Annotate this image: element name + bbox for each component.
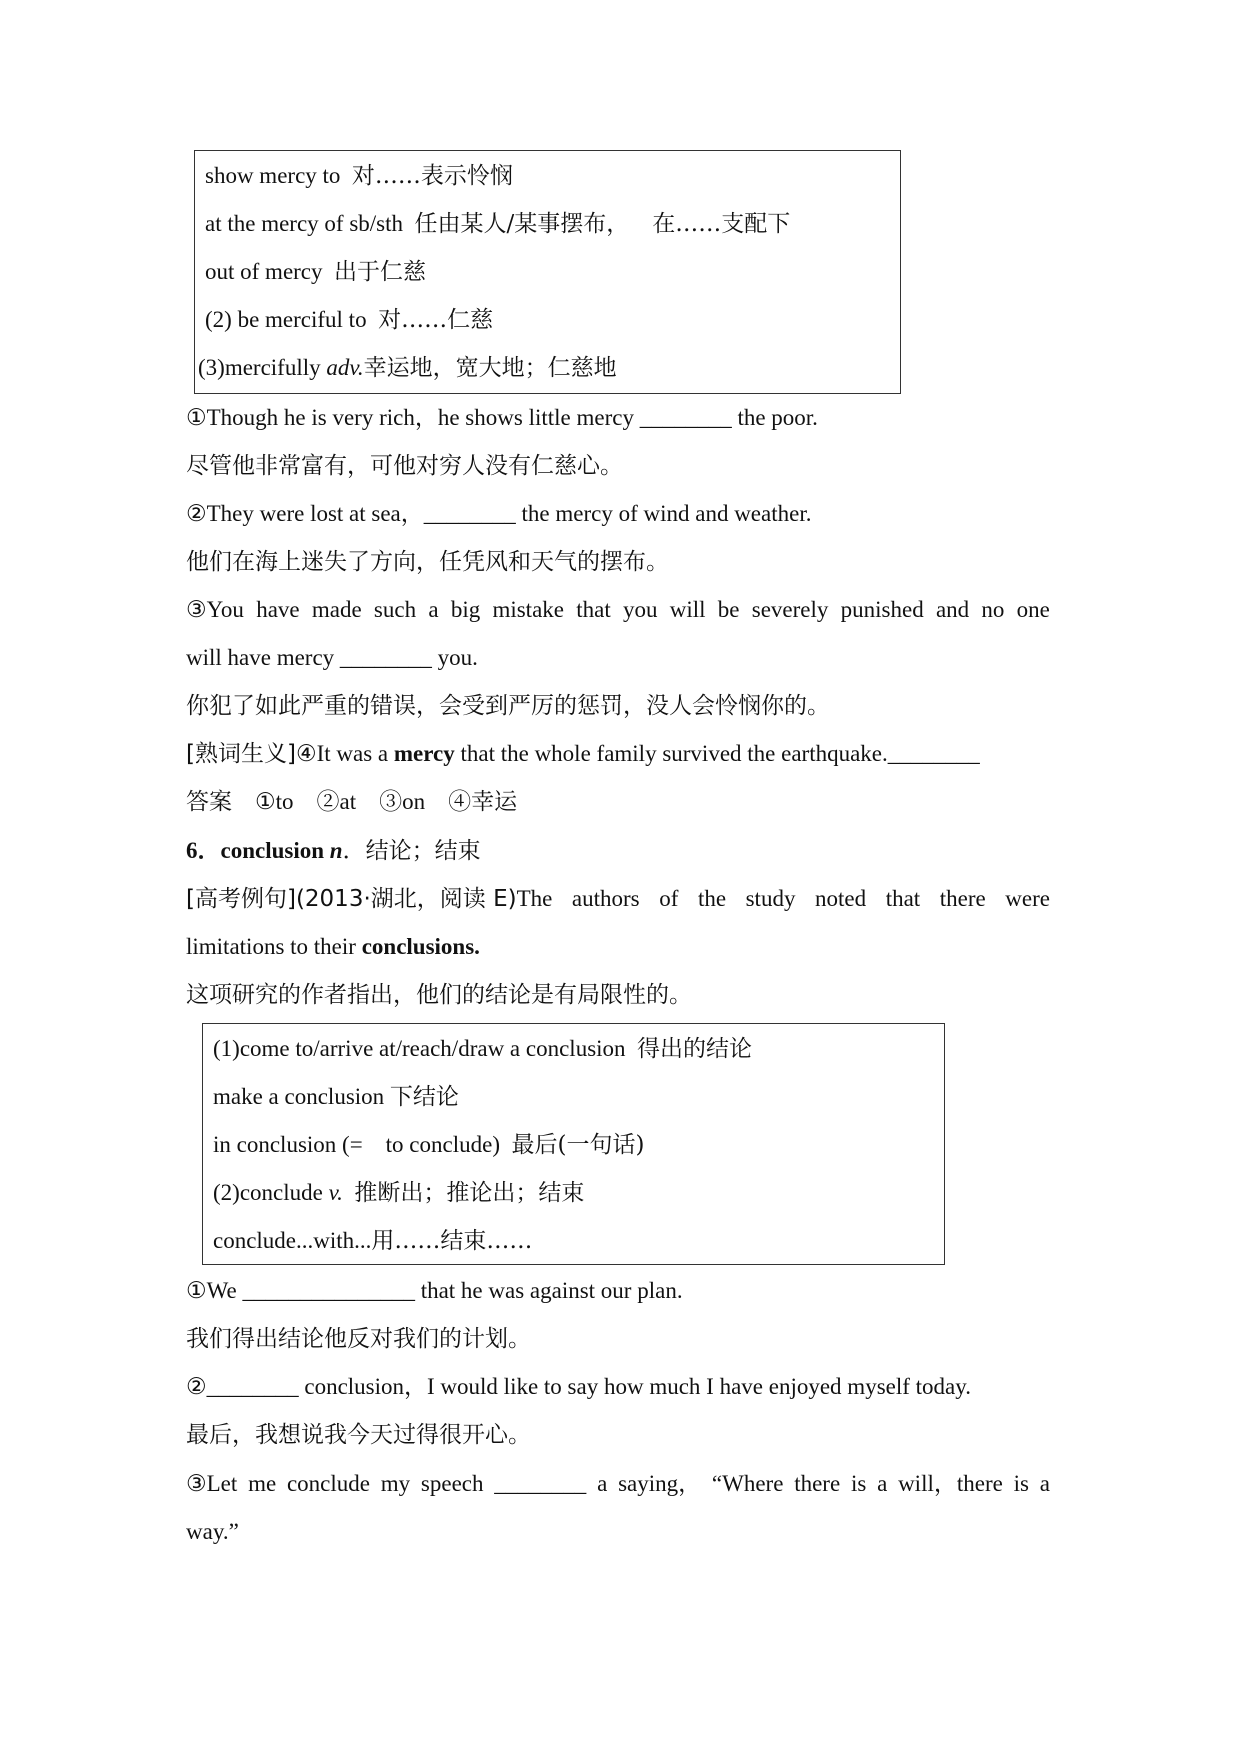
word	[186, 883, 552, 915]
box1-line-5: (3)mercifully adv.幸运地，宽大地；仁慈地	[198, 355, 617, 381]
conclusion-exercise-3-question-line-2: way.”	[186, 1519, 239, 1544]
word: you	[623, 597, 658, 622]
word: speech	[420, 1471, 484, 1496]
word: that	[885, 886, 921, 911]
word: be	[717, 597, 740, 622]
word: ________	[494, 1471, 587, 1496]
word: saying，	[618, 1471, 702, 1496]
word: mistake	[492, 597, 564, 622]
exam-example-tag: [高考例句](2013·湖北，阅读 E)	[186, 886, 517, 912]
word: big	[450, 597, 481, 622]
exercise-2-translation: 他们在海上迷失了方向，任凭风和天气的摆布。	[186, 549, 669, 575]
exercise-2-question: ②They were lost at sea，________ the mercy of wind and weather.	[186, 501, 812, 526]
section-6-example-line-2: limitations to their conclusions.	[186, 934, 480, 959]
box2-line-2: make a conclusion 下结论	[213, 1084, 459, 1110]
box1-line-3: out of mercy 出于仁慈	[205, 259, 427, 285]
word: made	[311, 597, 362, 622]
word: one	[1016, 597, 1050, 622]
word: no	[981, 597, 1005, 622]
word: The	[516, 886, 553, 911]
exercise-3-question-line-2: will have mercy ________ you.	[186, 645, 478, 670]
conclusion-exercise-2-question: ②________ conclusion，I would like to say how much I have enjoyed myself today.	[186, 1374, 972, 1399]
exercise-4-question: [熟词生义]④It was a mercy that the whole family survived the earthquake.________	[186, 741, 980, 767]
conclusion-exercise-2-translation: 最后，我想说我今天过得很开心。	[186, 1422, 531, 1448]
word: such	[373, 597, 417, 622]
word: authors	[571, 886, 640, 911]
word: conclude	[286, 1471, 370, 1496]
word: noted	[815, 886, 867, 911]
word: ③You	[186, 597, 244, 622]
word: a	[428, 597, 439, 622]
box2-line-1: (1)come to/arrive at/reach/draw a conclusion 得出的结论	[213, 1036, 753, 1062]
word: and	[935, 597, 970, 622]
box1-line-4: (2) be merciful to 对……仁慈	[205, 307, 494, 333]
answer-line	[186, 786, 517, 818]
word: there	[794, 1471, 841, 1496]
word: study	[745, 886, 796, 911]
word: of	[659, 886, 679, 911]
word: a	[877, 1471, 888, 1496]
section-6-heading: 6．conclusion n．结论；结束	[186, 838, 481, 864]
phrase-box-conclusion	[202, 1023, 945, 1265]
word: is	[850, 1471, 867, 1496]
phrase-box-mercy	[194, 150, 901, 394]
exercise-1-translation: 尽管他非常富有，可他对穷人没有仁慈心。	[186, 453, 623, 479]
exercise-1-question: ①Though he is very rich，he shows little mercy ________ the poor.	[186, 405, 818, 430]
word: severely	[751, 597, 829, 622]
conclusion-exercise-1-question: ①We _______________ that he was against our plan.	[186, 1278, 683, 1303]
word: “Where	[711, 1471, 784, 1496]
word: punished	[840, 597, 924, 622]
word: ③Let	[186, 1471, 238, 1496]
word: there	[939, 886, 986, 911]
answer-label: 答案	[186, 789, 232, 815]
section-6-example-line-1	[186, 883, 1050, 915]
word: that	[576, 597, 611, 622]
word: is	[1013, 1471, 1029, 1496]
word: have	[256, 597, 300, 622]
word: a	[1039, 1471, 1050, 1496]
answer-values: ①to ②at ③on ④幸运	[255, 789, 518, 814]
word: will	[669, 597, 706, 622]
word: will，there	[898, 1471, 1003, 1496]
familiar-word-tag: [熟词生义]	[186, 741, 296, 767]
exercise-3-question-line-1	[186, 594, 1050, 626]
section-6-example-translation: 这项研究的作者指出，他们的结论是有局限性的。	[186, 982, 692, 1008]
box2-line-4: (2)conclude v. 推断出；推论出；结束	[213, 1180, 585, 1206]
exercise-3-translation: 你犯了如此严重的错误，会受到严厉的惩罚，没人会怜悯你的。	[186, 693, 830, 719]
box1-line-2: at the mercy of sb/sth 任由某人/某事摆布， 在……支配下	[205, 211, 791, 237]
word: me	[248, 1471, 277, 1496]
word: a	[597, 1471, 608, 1496]
box1-line-1: show mercy to 对……表示怜悯	[205, 163, 513, 189]
box2-line-5: conclude...with...用……结束……	[213, 1228, 533, 1254]
word: my	[380, 1471, 411, 1496]
conclusion-exercise-1-translation: 我们得出结论他反对我们的计划。	[186, 1326, 531, 1352]
word: the	[697, 886, 727, 911]
box2-line-3: in conclusion (= to conclude) 最后(一句话)	[213, 1132, 645, 1158]
word: were	[1005, 886, 1050, 911]
conclusion-exercise-3-question-line-1	[186, 1468, 1050, 1500]
